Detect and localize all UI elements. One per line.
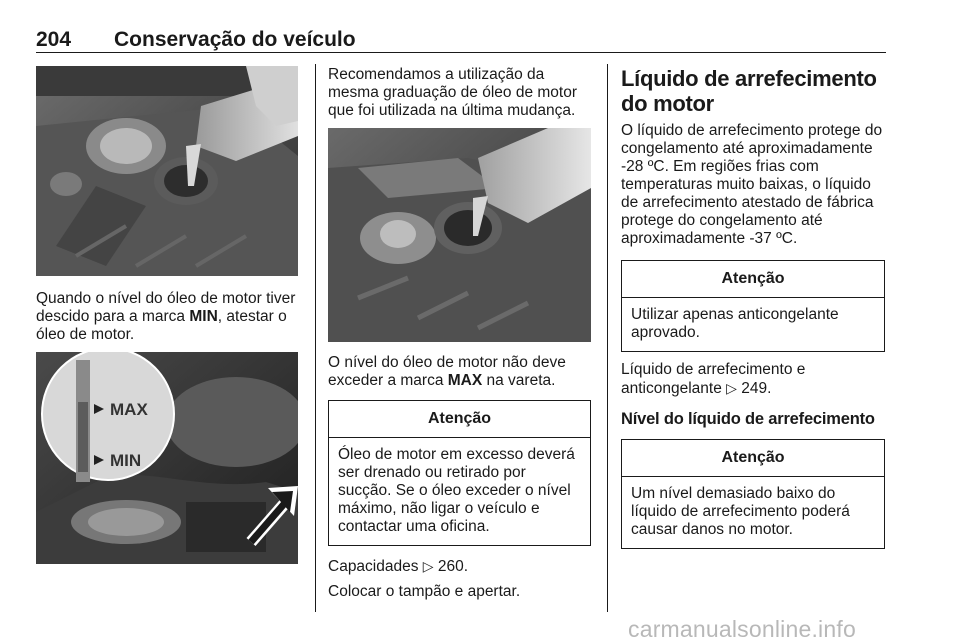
page-title: Conservação do veículo bbox=[114, 28, 356, 51]
close-cap-paragraph: Colocar o tampão e apertar. bbox=[328, 583, 521, 600]
photo-oil-filling-1 bbox=[36, 66, 298, 276]
oil-min-paragraph: Quando o nível do óleo de motor tiver descido para a marca MIN, atestar o óleo de motor. bbox=[36, 290, 296, 343]
column-1-text bbox=[36, 290, 306, 344]
warning-body: Um nível demasiado baixo do líquido de arrefecimento poderá causar danos no motor. bbox=[631, 485, 850, 538]
coolant-heading: Líquido de arrefecimento do motor bbox=[621, 66, 877, 116]
coolant-level-subheading: Nível do líquido de arrefecimento bbox=[621, 410, 875, 428]
column-2-body bbox=[328, 354, 593, 601]
column-divider-2 bbox=[607, 64, 608, 612]
photo-oil-filling-2 bbox=[328, 128, 591, 342]
warning-box-oil bbox=[328, 400, 591, 546]
watermark: carmanualsonline.info bbox=[628, 616, 856, 642]
capacities-link[interactable]: Capacidades ▷ 260. bbox=[328, 558, 469, 575]
warning-box-antifreeze bbox=[621, 260, 885, 352]
coolant-paragraph: O líquido de arrefecimento protege do congelamento até aproximadamente -28 ºC. Em regiões frias com temperaturas muito baixas, o líquido de arrefecimento atestado de fábrica protege do congelamento até aproximadamente -37 ºC. bbox=[621, 122, 883, 247]
dipstick-min-label: MIN bbox=[110, 451, 142, 470]
warning-body: Utilizar apenas anticongelante aprovado. bbox=[631, 306, 839, 341]
photo-dipstick bbox=[36, 352, 298, 564]
reference-arrow-icon: ▷ bbox=[422, 558, 434, 574]
column-divider-1 bbox=[315, 64, 316, 612]
header-rule bbox=[36, 52, 886, 53]
page-number: 204 bbox=[36, 28, 72, 51]
dipstick-max-label: MAX bbox=[110, 400, 148, 419]
warning-title: Atenção bbox=[329, 401, 590, 438]
recommendation-paragraph: Recomendamos a utilização da mesma graduação de óleo de motor que foi utilizada na última mudança. bbox=[328, 66, 578, 119]
warning-body: Óleo de motor em excesso deverá ser drenado ou retirado por sucção. Se o óleo exceder o nível máximo, não ligar o veículo e contactar uma oficina. bbox=[338, 446, 575, 535]
reference-arrow-icon: ▷ bbox=[726, 380, 737, 396]
warning-title: Atenção bbox=[622, 261, 884, 298]
warning-box-coolant-level bbox=[621, 439, 885, 549]
column-3 bbox=[621, 66, 891, 549]
column-2-top bbox=[328, 66, 593, 120]
page-header bbox=[36, 28, 886, 52]
oil-max-paragraph: O nível do óleo de motor não deve exceder a marca MAX na vareta. bbox=[328, 354, 566, 389]
warning-title: Atenção bbox=[622, 440, 884, 477]
antifreeze-link[interactable]: Líquido de arrefecimento e anticongelante ▷ 249. bbox=[621, 361, 806, 397]
